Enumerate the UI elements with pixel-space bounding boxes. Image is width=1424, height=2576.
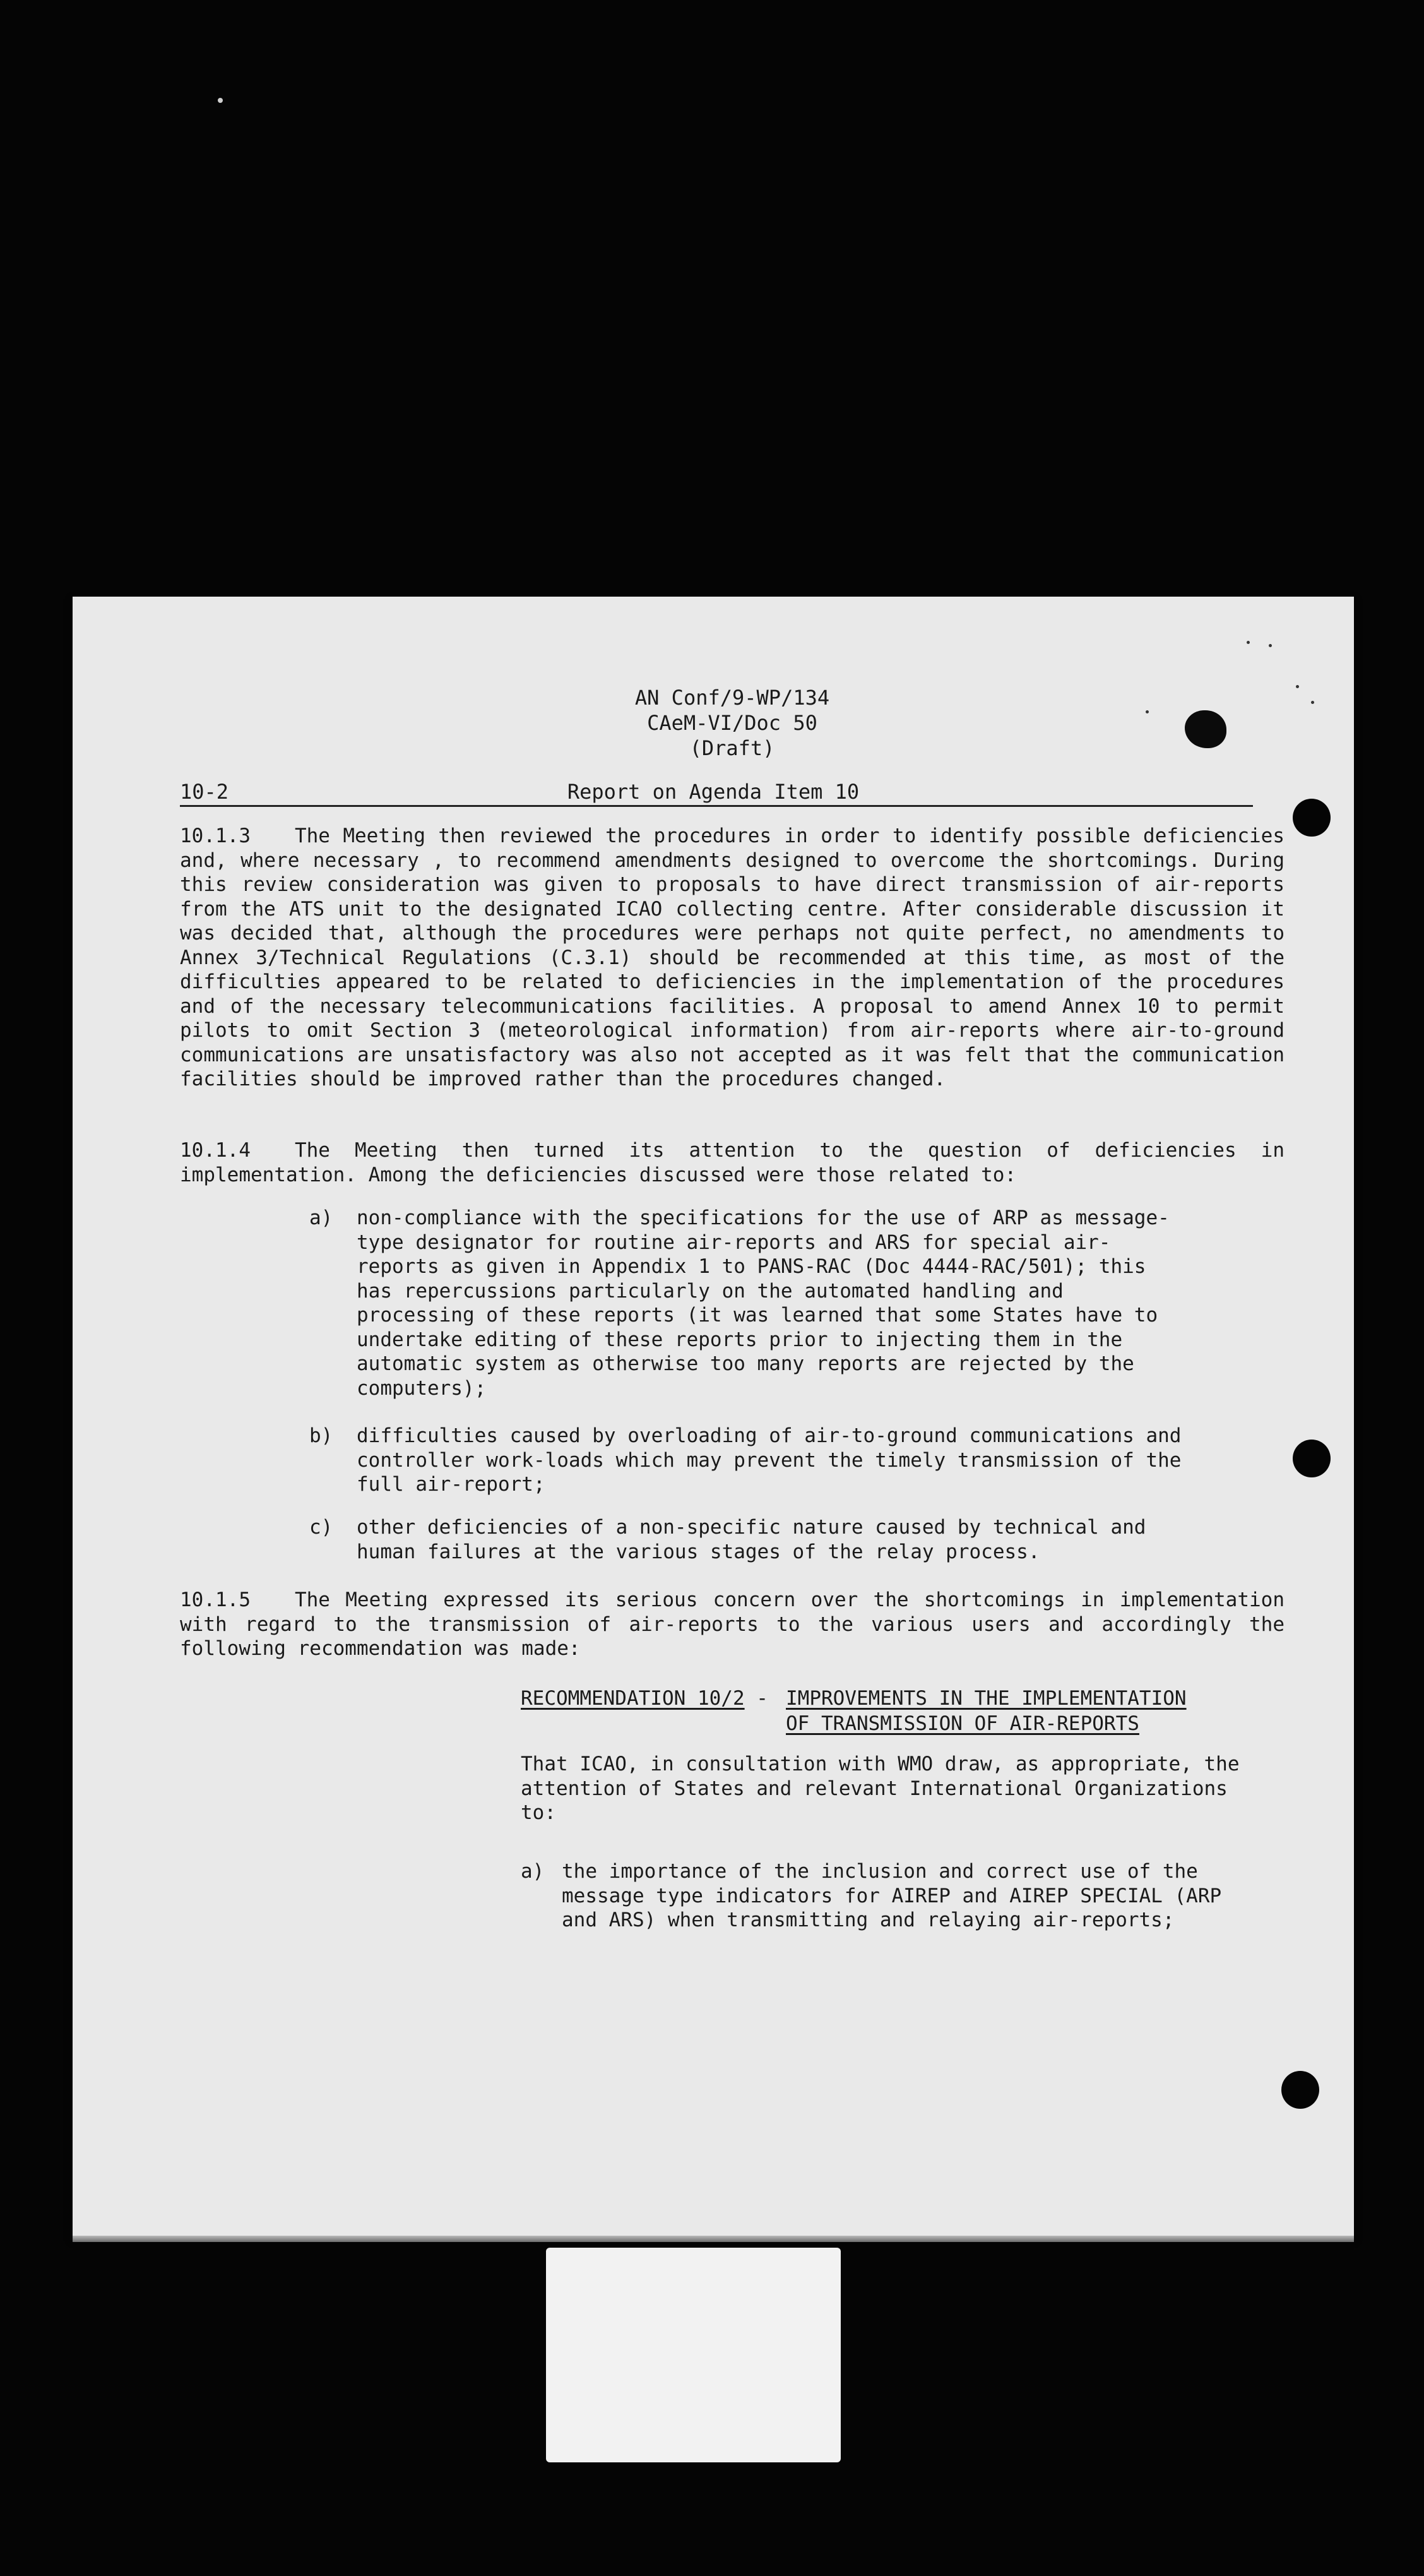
speck bbox=[1146, 710, 1149, 713]
recommendation-title bbox=[786, 1686, 1187, 1736]
paragraph-number: 10.1.5 bbox=[180, 1589, 251, 1611]
speck bbox=[1247, 641, 1250, 644]
punch-hole-bottom bbox=[1281, 2071, 1319, 2109]
paragraph-10-1-5 bbox=[180, 1588, 1285, 1661]
speck bbox=[1311, 701, 1314, 704]
list-marker: a) bbox=[309, 1207, 333, 1229]
paragraph-number: 10.1.3 bbox=[180, 825, 251, 847]
reference-line-1: AN Conf/9-WP/134 bbox=[634, 686, 830, 710]
reference-line-2: CAeM-VI/Doc 50 bbox=[647, 711, 817, 735]
list-item-text: the importance of the inclusion and correct use of the message type indicators for AIREP and AIREP SPECIAL (ARP and ARS) when transmitting and relaying air-reports; bbox=[562, 1860, 1222, 1931]
recommendation-number: RECOMMENDATION 10/2 bbox=[521, 1687, 745, 1710]
list-item-text: difficulties caused by overloading of air-to-ground communications and controller work-loads which may prevent the timely transmission of the full air-report; bbox=[357, 1424, 1182, 1496]
recommendation-body: That ICAO, in consultation with WMO draw, as appropriate, the attention of States and relevant International Organizations to: bbox=[521, 1753, 1240, 1824]
recommendation-label bbox=[521, 1686, 768, 1711]
blank-label-slip bbox=[546, 2248, 841, 2462]
recommendation-title-line-2: OF TRANSMISSION OF AIR-REPORTS bbox=[786, 1712, 1139, 1735]
deficiency-item-b bbox=[309, 1424, 1187, 1497]
paragraph-text: The Meeting then turned its attention to the question of deficiencies in implementation. Among the deficiencies discussed were those related to: bbox=[180, 1139, 1285, 1186]
running-title: Report on Agenda Item 10 bbox=[567, 780, 860, 804]
page-number: 10-2 bbox=[180, 780, 229, 804]
scan-speck bbox=[218, 98, 223, 103]
header-rule bbox=[180, 805, 1253, 807]
document-page bbox=[73, 597, 1354, 2238]
paragraph-number: 10.1.4 bbox=[180, 1139, 251, 1162]
recommendation-title-line-1: IMPROVEMENTS IN THE IMPLEMENTATION bbox=[786, 1687, 1187, 1710]
document-reference-header bbox=[73, 685, 1354, 761]
paragraph-10-1-3 bbox=[180, 824, 1285, 1092]
list-item-text: other deficiencies of a non-specific nature caused by technical and human failures at the various stages of the relay process. bbox=[357, 1516, 1146, 1563]
list-marker: a) bbox=[521, 1860, 545, 1883]
speck bbox=[1296, 685, 1299, 688]
speck bbox=[1269, 644, 1272, 647]
ink-blot bbox=[1185, 710, 1226, 748]
paragraph-text: The Meeting expressed its serious concern over the shortcomings in implementation with regard to the transmission of air-reports to the various users and accordingly the following recommendation was made: bbox=[180, 1589, 1285, 1660]
list-item-text: non-compliance with the specifications for the use of ARP as message-type designator for routine air-reports and ARS for special air-reports as given in Appendix 1 to PANS-RAC (Doc 4444-RAC/501); this has repercussions particularly on the automated handling and processing of these reports (it was learned that some States have to undertake editing of these reports prior to injecting them in the automatic system as otherwise too many reports are rejected by the computers); bbox=[357, 1207, 1170, 1400]
list-marker: b) bbox=[309, 1424, 333, 1447]
paragraph-text: The Meeting then reviewed the procedures in order to identify possible deficiencies and, where necessary , to recommend amendments designed to overcome the shortcomings. During this review consideration was given to proposals to have direct transmission of air-reports from the ATS unit to the designated ICAO collecting centre. After considerable discussion it was decided that, although the procedures were perhaps not quite perfect, no amendments to Annex 3/Technical Regulations (C.3.1) should be recommended at this time, as most of the difficulties appeared to be related to deficiencies in the implementation of the procedures and of the necessary telecommunications facilities. A proposal to amend Annex 10 to permit pilots to omit Section 3 (meteorological information) from air-reports where air-to-ground communications are unsatisfactory was also not accepted as it was felt that the communication facilities should be improved rather than the procedures changed. bbox=[180, 825, 1285, 1090]
punch-hole-top bbox=[1293, 799, 1331, 837]
recommendation-dash: - bbox=[744, 1687, 768, 1710]
deficiency-item-c bbox=[309, 1515, 1187, 1564]
punch-hole-middle bbox=[1293, 1440, 1331, 1477]
list-marker: c) bbox=[309, 1516, 333, 1539]
reference-line-3: (Draft) bbox=[689, 736, 775, 760]
deficiency-item-a bbox=[309, 1206, 1187, 1400]
recommendation-item-a bbox=[521, 1859, 1259, 1933]
paragraph-10-1-4 bbox=[180, 1138, 1285, 1187]
